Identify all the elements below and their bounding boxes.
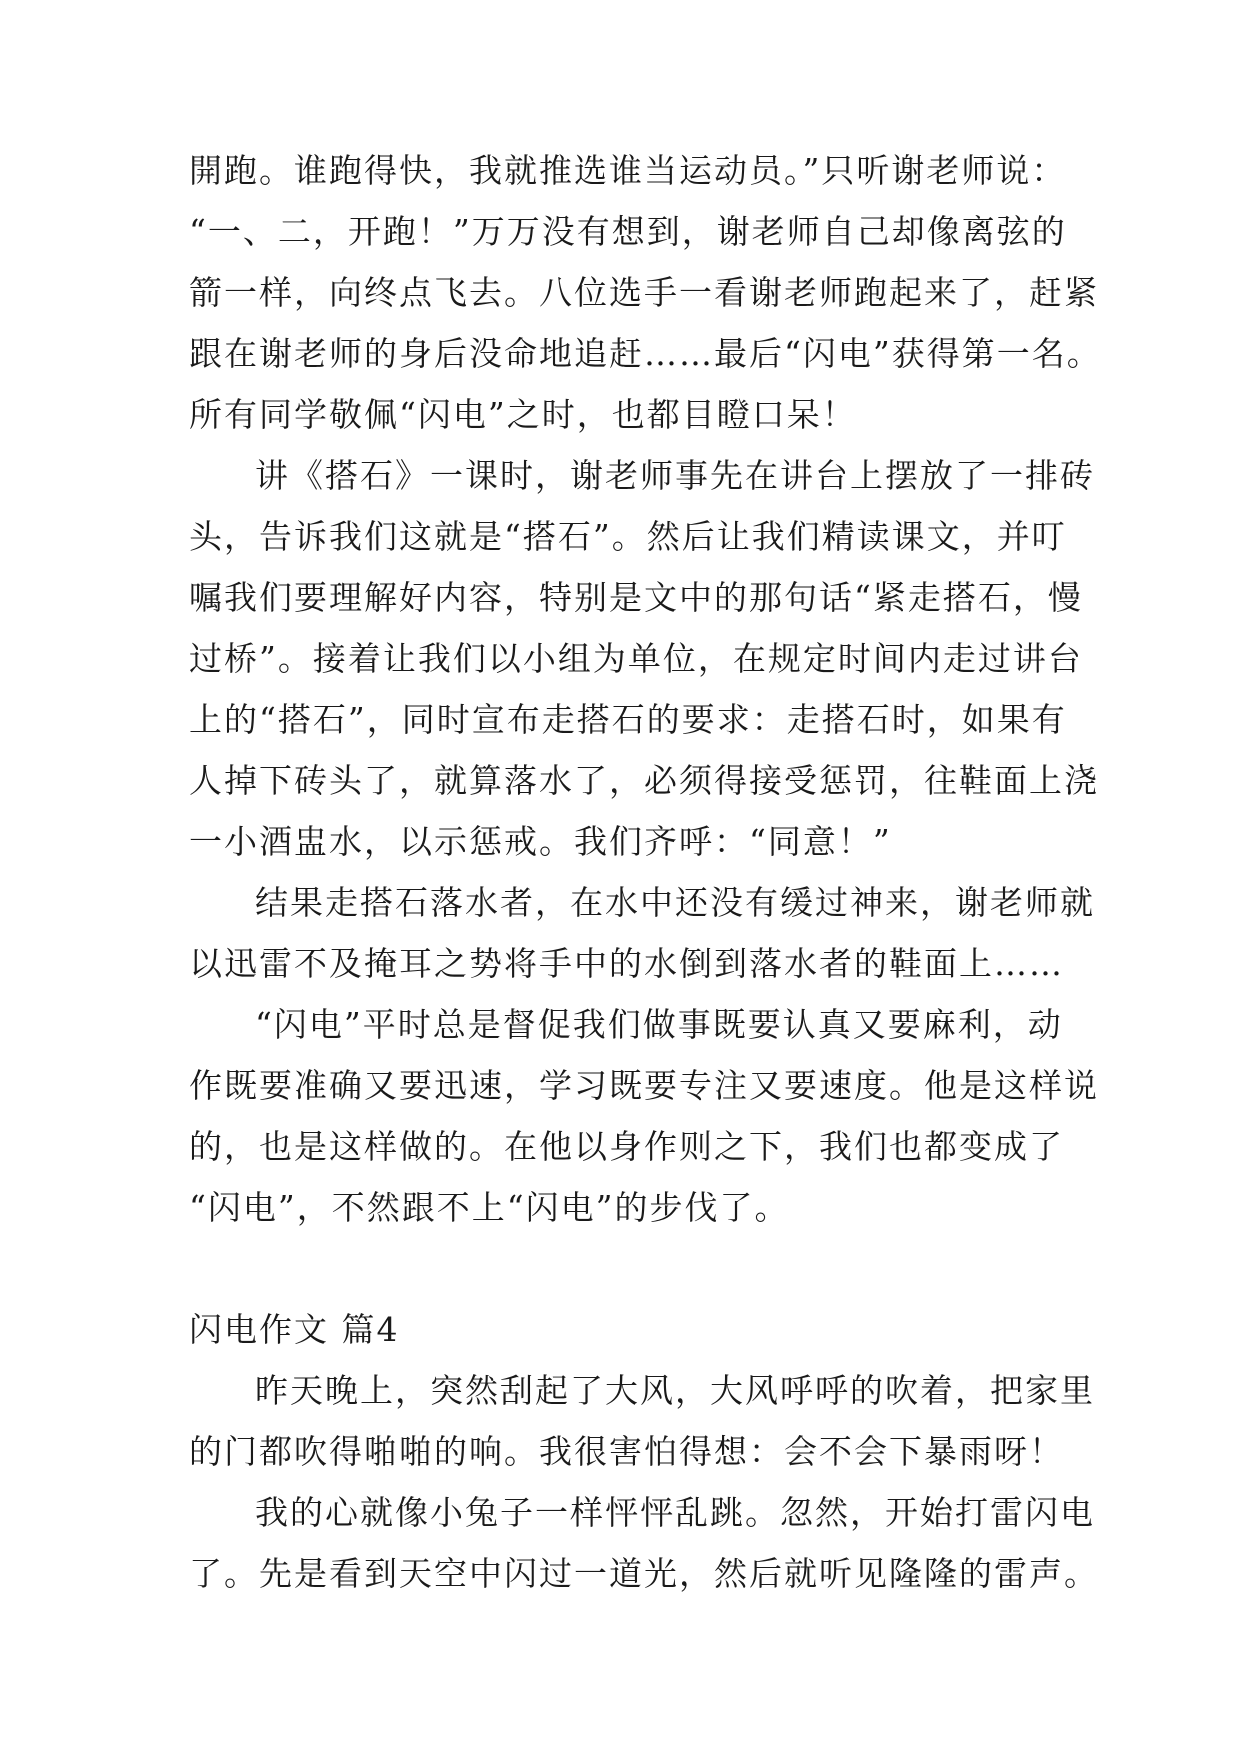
paragraph-start-line: 昨天晚上，突然刮起了大风，大风呼呼的吹着，把家里: [255, 1371, 1095, 1410]
text-line: 了。先是看到天空中闪过一道光，然后就听见隆隆的雷声。: [189, 1554, 1099, 1593]
section-heading: 闪电作文 篇4: [189, 1310, 400, 1349]
text-line: 的，也是这样做的。在他以身作则之下，我们也都变成了: [189, 1127, 1064, 1166]
text-line: 以迅雷不及掩耳之势将手中的水倒到落水者的鞋面上……: [189, 944, 1064, 983]
text-line: 人掉下砖头了，就算落水了，必须得接受惩罚，往鞋面上浇: [189, 761, 1099, 800]
paragraph-start-line: “闪电”平时总是督促我们做事既要认真又要麻利，动: [255, 1005, 1063, 1044]
paragraph-start-line: 讲《搭石》一课时，谢老师事先在讲台上摆放了一排砖: [255, 456, 1095, 495]
text-line: 開跑。谁跑得快，我就推选谁当运动员。”只听谢老师说：: [189, 151, 1067, 190]
text-line: 所有同学敬佩“闪电”之时，也都目瞪口呆！: [189, 395, 857, 434]
text-line: 作既要准确又要迅速，学习既要专注又要速度。他是这样说: [189, 1066, 1099, 1105]
text-line: 的门都吹得啪啪的响。我很害怕得想：会不会下暴雨呀！: [189, 1432, 1064, 1471]
text-line: 上的“搭石”，同时宣布走搭石的要求：走搭石时，如果有: [189, 700, 1067, 739]
text-line: 过桥”。接着让我们以小组为单位，在规定时间内走过讲台: [189, 639, 1083, 678]
essay-body: [189, 140, 1102, 1604]
text-line: “闪电”，不然跟不上“闪电”的步伐了。: [189, 1188, 790, 1227]
text-line: 一小酒盅水，以示惩戒。我们齐呼：“同意！”: [189, 822, 892, 861]
text-line: 跟在谢老师的身后没命地追赶……最后“闪电”获得第一名。: [189, 334, 1102, 373]
paragraph-start-line: 结果走搭石落水者，在水中还没有缓过神来，谢老师就: [255, 883, 1095, 922]
paragraph-start-line: 我的心就像小兔子一样怦怦乱跳。忽然，开始打雷闪电: [255, 1493, 1095, 1532]
text-line: 箭一样，向终点飞去。八位选手一看谢老师跑起来了，赶紧: [189, 273, 1099, 312]
text-line: “一、二，开跑！”万万没有想到，谢老师自己却像离弦的: [189, 212, 1067, 251]
text-line: 头，告诉我们这就是“搭石”。然后让我们精读课文，并叮: [189, 517, 1067, 556]
text-line: 嘱我们要理解好内容，特别是文中的那句话“紧走搭石，慢: [189, 578, 1083, 617]
